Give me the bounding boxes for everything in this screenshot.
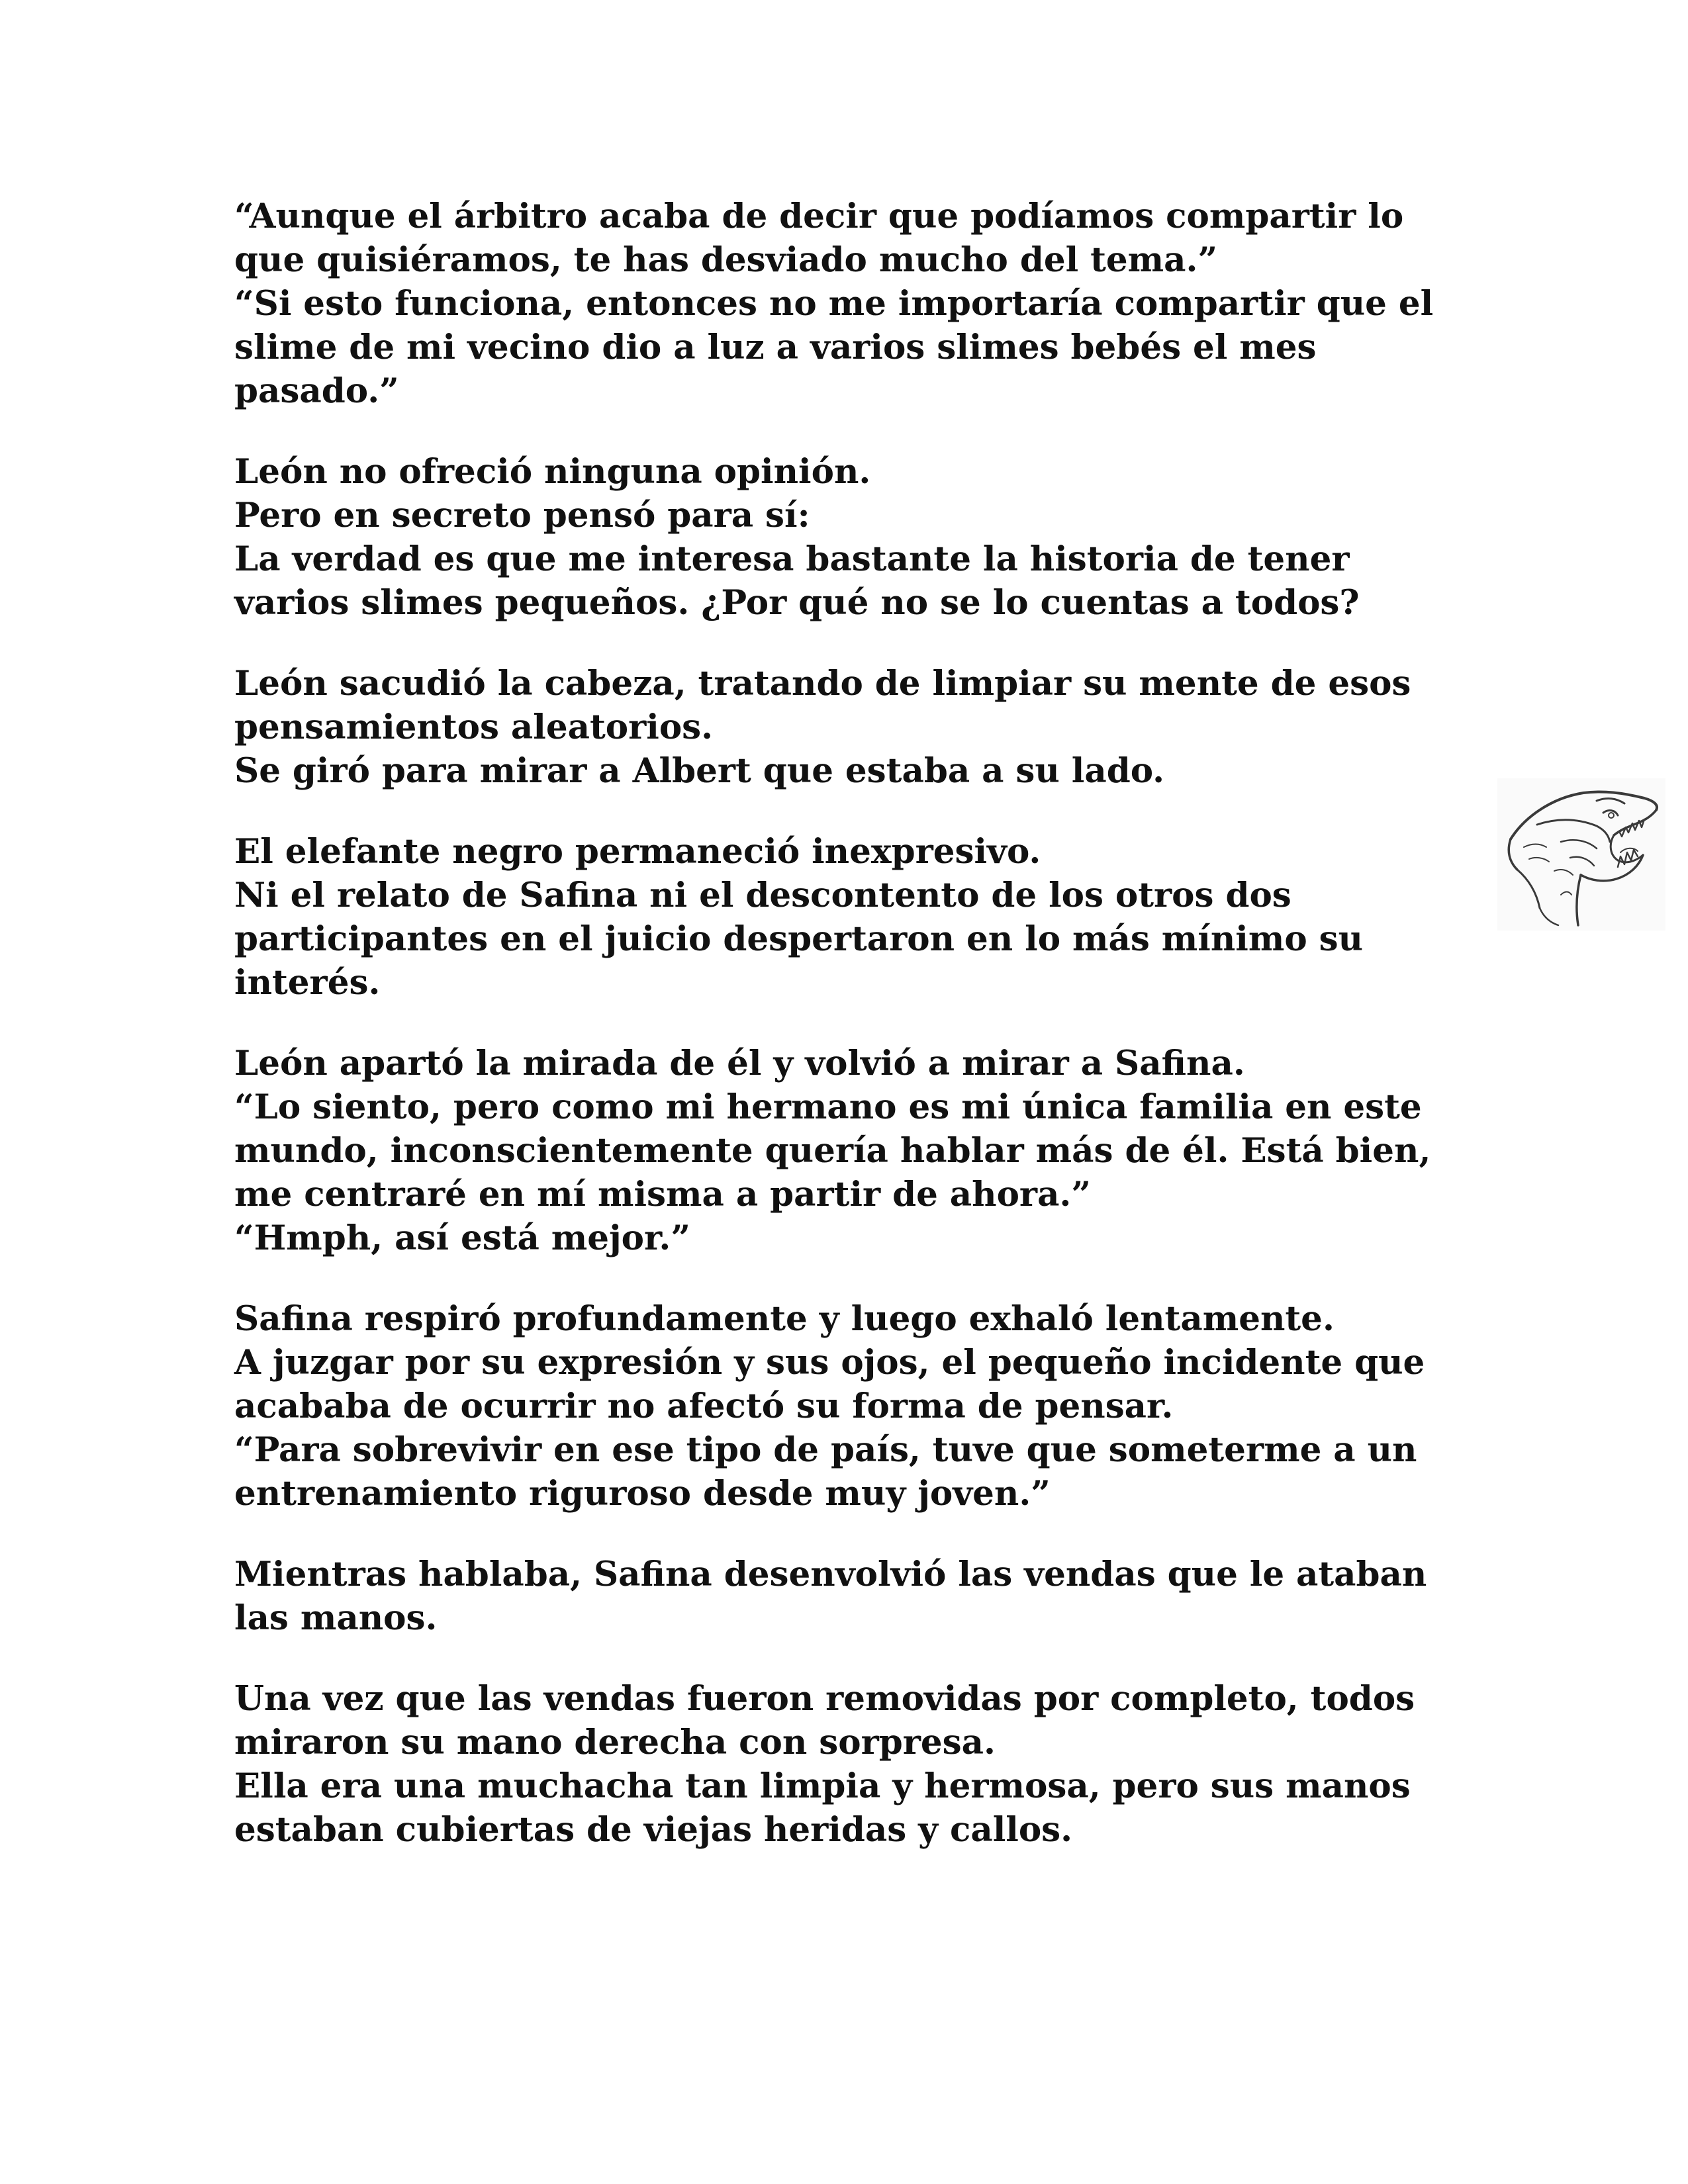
dinosaur-head-sketch-icon bbox=[1497, 778, 1665, 931]
text-line: interés. bbox=[234, 963, 381, 1003]
paragraph bbox=[234, 450, 1479, 625]
paragraph bbox=[234, 1297, 1479, 1516]
text-line: “Si esto funciona, entonces no me importaría compartir que el bbox=[234, 284, 1434, 324]
body-text bbox=[234, 195, 1479, 1889]
paragraph bbox=[234, 1042, 1479, 1260]
text-line: me centraré en mí misma a partir de ahora.” bbox=[234, 1175, 1091, 1214]
paragraph bbox=[234, 195, 1479, 413]
text-line: pasado.” bbox=[234, 371, 399, 411]
text-line: “Hmph, así está mejor.” bbox=[234, 1218, 690, 1258]
text-line: entrenamiento riguroso desde muy joven.” bbox=[234, 1474, 1051, 1514]
text-line: La verdad es que me interesa bastante la historia de tener bbox=[234, 539, 1350, 579]
text-line: estaban cubiertas de viejas heridas y callos. bbox=[234, 1810, 1073, 1850]
text-line: Una vez que las vendas fueron removidas por completo, todos bbox=[234, 1679, 1415, 1719]
text-line: Safina respiró profundamente y luego exhaló lentamente. bbox=[234, 1299, 1335, 1339]
paragraph bbox=[234, 1553, 1479, 1640]
text-line: Ella era una muchacha tan limpia y hermosa, pero sus manos bbox=[234, 1766, 1411, 1806]
text-line: León apartó la mirada de él y volvió a mirar a Safina. bbox=[234, 1044, 1245, 1083]
text-line: las manos. bbox=[234, 1598, 438, 1638]
text-line: varios slimes pequeños. ¿Por qué no se lo cuentas a todos? bbox=[234, 583, 1360, 623]
text-line: participantes en el juicio despertaron en lo más mínimo su bbox=[234, 919, 1364, 959]
text-line: pensamientos aleatorios. bbox=[234, 707, 714, 747]
text-line: mundo, inconscientemente quería hablar más de él. Está bien, bbox=[234, 1131, 1431, 1171]
text-line: Pero en secreto pensó para sí: bbox=[234, 496, 810, 535]
text-line: “Aunque el árbitro acaba de decir que podíamos compartir lo bbox=[234, 197, 1404, 236]
text-line: Mientras hablaba, Safina desenvolvió las vendas que le ataban bbox=[234, 1555, 1427, 1594]
paragraph bbox=[234, 662, 1479, 793]
text-line: que quisiéramos, te has desviado mucho del tema.” bbox=[234, 240, 1218, 280]
text-line: A juzgar por su expresión y sus ojos, el pequeño incidente que bbox=[234, 1343, 1425, 1383]
paragraph bbox=[234, 830, 1479, 1005]
text-line: miraron su mano derecha con sorpresa. bbox=[234, 1723, 996, 1762]
text-line: Se giró para mirar a Albert que estaba a su lado. bbox=[234, 751, 1165, 791]
text-line: Ni el relato de Safina ni el descontento de los otros dos bbox=[234, 876, 1291, 915]
text-line: “Para sobrevivir en ese tipo de país, tuve que someterme a un bbox=[234, 1430, 1417, 1470]
text-line: León sacudió la cabeza, tratando de limpiar su mente de esos bbox=[234, 664, 1411, 704]
text-line: acababa de ocurrir no afectó su forma de pensar. bbox=[234, 1387, 1174, 1426]
text-line: El elefante negro permaneció inexpresivo. bbox=[234, 832, 1041, 872]
text-line: “Lo siento, pero como mi hermano es mi única familia en este bbox=[234, 1087, 1422, 1127]
text-line: León no ofreció ninguna opinión. bbox=[234, 452, 871, 492]
paragraph bbox=[234, 1677, 1479, 1852]
text-line: slime de mi vecino dio a luz a varios slimes bebés el mes bbox=[234, 328, 1317, 367]
